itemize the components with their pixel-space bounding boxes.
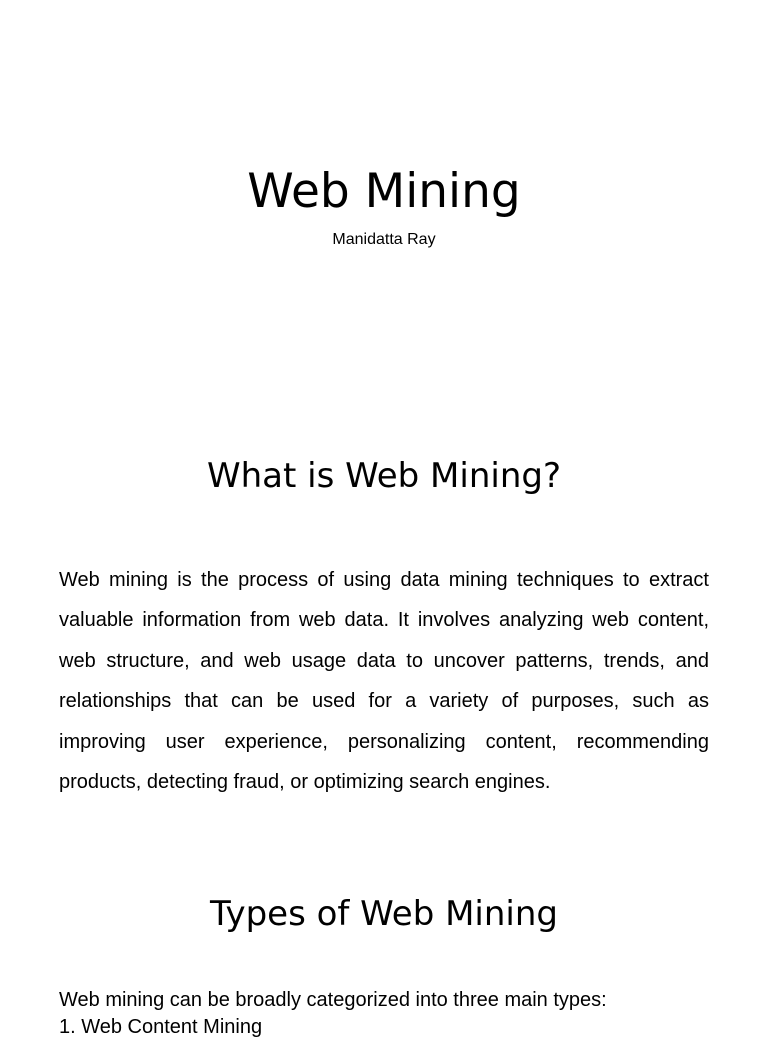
list-item-first-type: 1. Web Content Mining bbox=[59, 1016, 263, 1038]
author-name: Manidatta Ray bbox=[332, 231, 436, 248]
section-heading-types: Types of Web Mining bbox=[209, 894, 559, 934]
section-body-types: Web mining can be broadly categorized into three main types: bbox=[59, 989, 607, 1011]
section-body-what-is: Web mining is the process of using data mining techniques to extract valuable information from web data. It involves analyzing web content, web structure, and web usage data to uncover patterns, trends, and relationships that can be used for a variety of purposes, such as improving user experience, personalizing content, recommending products, detecting fraud, or optimizing search engines. bbox=[59, 569, 709, 794]
document-title: Web Mining bbox=[247, 164, 521, 219]
section-heading-what-is: What is Web Mining? bbox=[207, 456, 561, 496]
